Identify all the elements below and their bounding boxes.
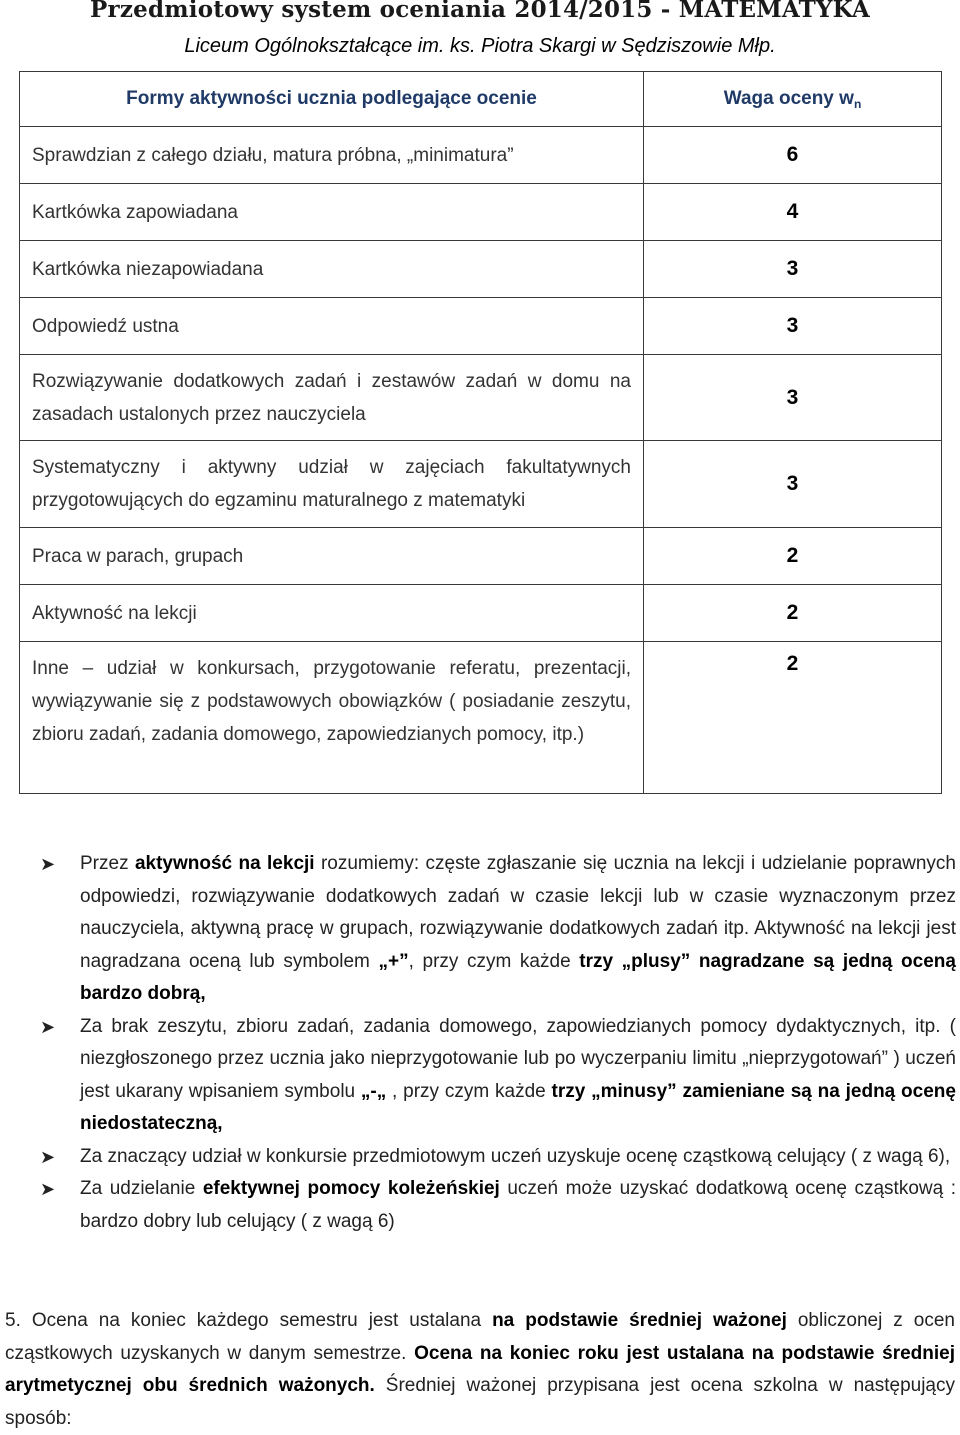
weight-cell: 3: [644, 298, 942, 355]
table-row: [20, 642, 942, 794]
weight-cell: 6: [644, 127, 942, 184]
table-row: [20, 441, 942, 528]
weight-cell: 2: [644, 528, 942, 585]
activity-column-header: Formy aktywności ucznia podlegające ocenie: [20, 72, 644, 127]
list-item: ➤ Za brak zeszytu, zbioru zadań, zadania domowego, zapowiedzianych pomocy dydaktycznych, itp. ( niezgłoszonego przez ucznia jako nieprzygotowanie lub po wyczerpaniu limitu „nieprzygotowań” ) uczeń jest ukarany wpisaniem symbolu „-„ , przy czym każde trzy „minusy” zamieniane są na jedną ocenę niedostateczną,: [40, 1011, 956, 1141]
weight-column-header: Waga oceny $w_n$: [644, 72, 942, 127]
activity-cell: Kartkówka zapowiadana: [20, 184, 644, 241]
list-item: ➤ Za udzielanie efektywnej pomocy koleżeńskiej uczeń może uzyskać dodatkową ocenę cząstkową : bardzo dobry lub celujący ( z wagą 6): [40, 1173, 956, 1238]
list-item: ➤ Za znaczący udział w konkursie przedmiotowym uczeń uzyskuje ocenę cząstkową celujący ( z wagą 6),: [40, 1141, 956, 1174]
arrowhead-bullet-icon: ➤: [40, 1016, 56, 1037]
table-row: [20, 241, 942, 298]
section-5-paragraph: 5. Ocena na koniec każdego semestru jest ustalana na podstawie średniej ważonej obliczonej z ocen cząstkowych uzyskanych w danym semestrze. Ocena na koniec roku jest ustalana na podstawie średniej arytmetycznej obu średnich ważonych. Średniej ważonej przypisana jest ocena szkolna w następujący sposób:: [5, 1310, 956, 1429]
activity-cell: Praca w parach, grupach: [20, 528, 644, 585]
grade-weights-table: [19, 71, 942, 794]
document-title: Przedmiotowy system oceniania 2014/2015 - MATEMATYKA: [90, 0, 870, 23]
weight-cell: 3: [644, 355, 942, 441]
table-row: [20, 585, 942, 642]
rules-list: [40, 848, 956, 1238]
table-row: [20, 298, 942, 355]
table-header-row: [20, 72, 942, 127]
list-item: ➤ Przez aktywność na lekcji rozumiemy: częste zgłaszanie się ucznia na lekcji i udzielanie poprawnych odpowiedzi, rozwiązywanie dodatkowych zadań w czasie lekcji lub w czasie wyznaczonym przez nauczyciela, aktywną pracę w grupach, rozwiązywanie dodatkowych zadań itp. Aktywność na lekcji jest nagradzana oceną lub symbolem „+”, przy czym każde trzy „plusy” nagradzane są jedną oceną bardzo dobrą,: [40, 848, 956, 1011]
activity-cell: Inne – udział w konkursach, przygotowanie referatu, prezentacji, wywiązywanie się z podstawowych obowiązków ( posiadanie zeszytu, zbioru zadań, zadania domowego, zapowiedzianych pomocy, itp.): [20, 642, 644, 794]
activity-cell: Sprawdzian z całego działu, matura próbna, „minimatura”: [20, 127, 644, 184]
activity-cell: Systematyczny i aktywny udział w zajęciach fakultatywnych przygotowujących do egzaminu maturalnego z matematyki: [20, 441, 644, 528]
weight-cell: 2: [644, 585, 942, 642]
arrowhead-bullet-icon: ➤: [40, 854, 56, 874]
weight-cell: 2: [644, 642, 942, 794]
activity-cell: Odpowiedź ustna: [20, 298, 644, 355]
weight-subscript: n: [853, 96, 862, 111]
table-row: [20, 355, 942, 441]
table-row: [20, 528, 942, 585]
arrowhead-bullet-icon: ➤: [40, 1146, 56, 1167]
activity-cell: Rozwiązywanie dodatkowych zadań i zestawów zadań w domu na zasadach ustalonych przez nauczyciela: [20, 355, 644, 441]
weight-cell: 4: [644, 184, 942, 241]
school-name: Liceum Ogólnokształcące im. ks. Piotra Skargi w Sędziszowie Młp.: [184, 35, 776, 57]
weight-cell: 3: [644, 441, 942, 528]
arrowhead-bullet-icon: ➤: [40, 1179, 56, 1199]
activity-cell: Aktywność na lekcji: [20, 585, 644, 642]
table-row: [20, 184, 942, 241]
activity-cell: Kartkówka niezapowiadana: [20, 241, 644, 298]
weight-cell: 3: [644, 241, 942, 298]
table-row: [20, 127, 942, 184]
